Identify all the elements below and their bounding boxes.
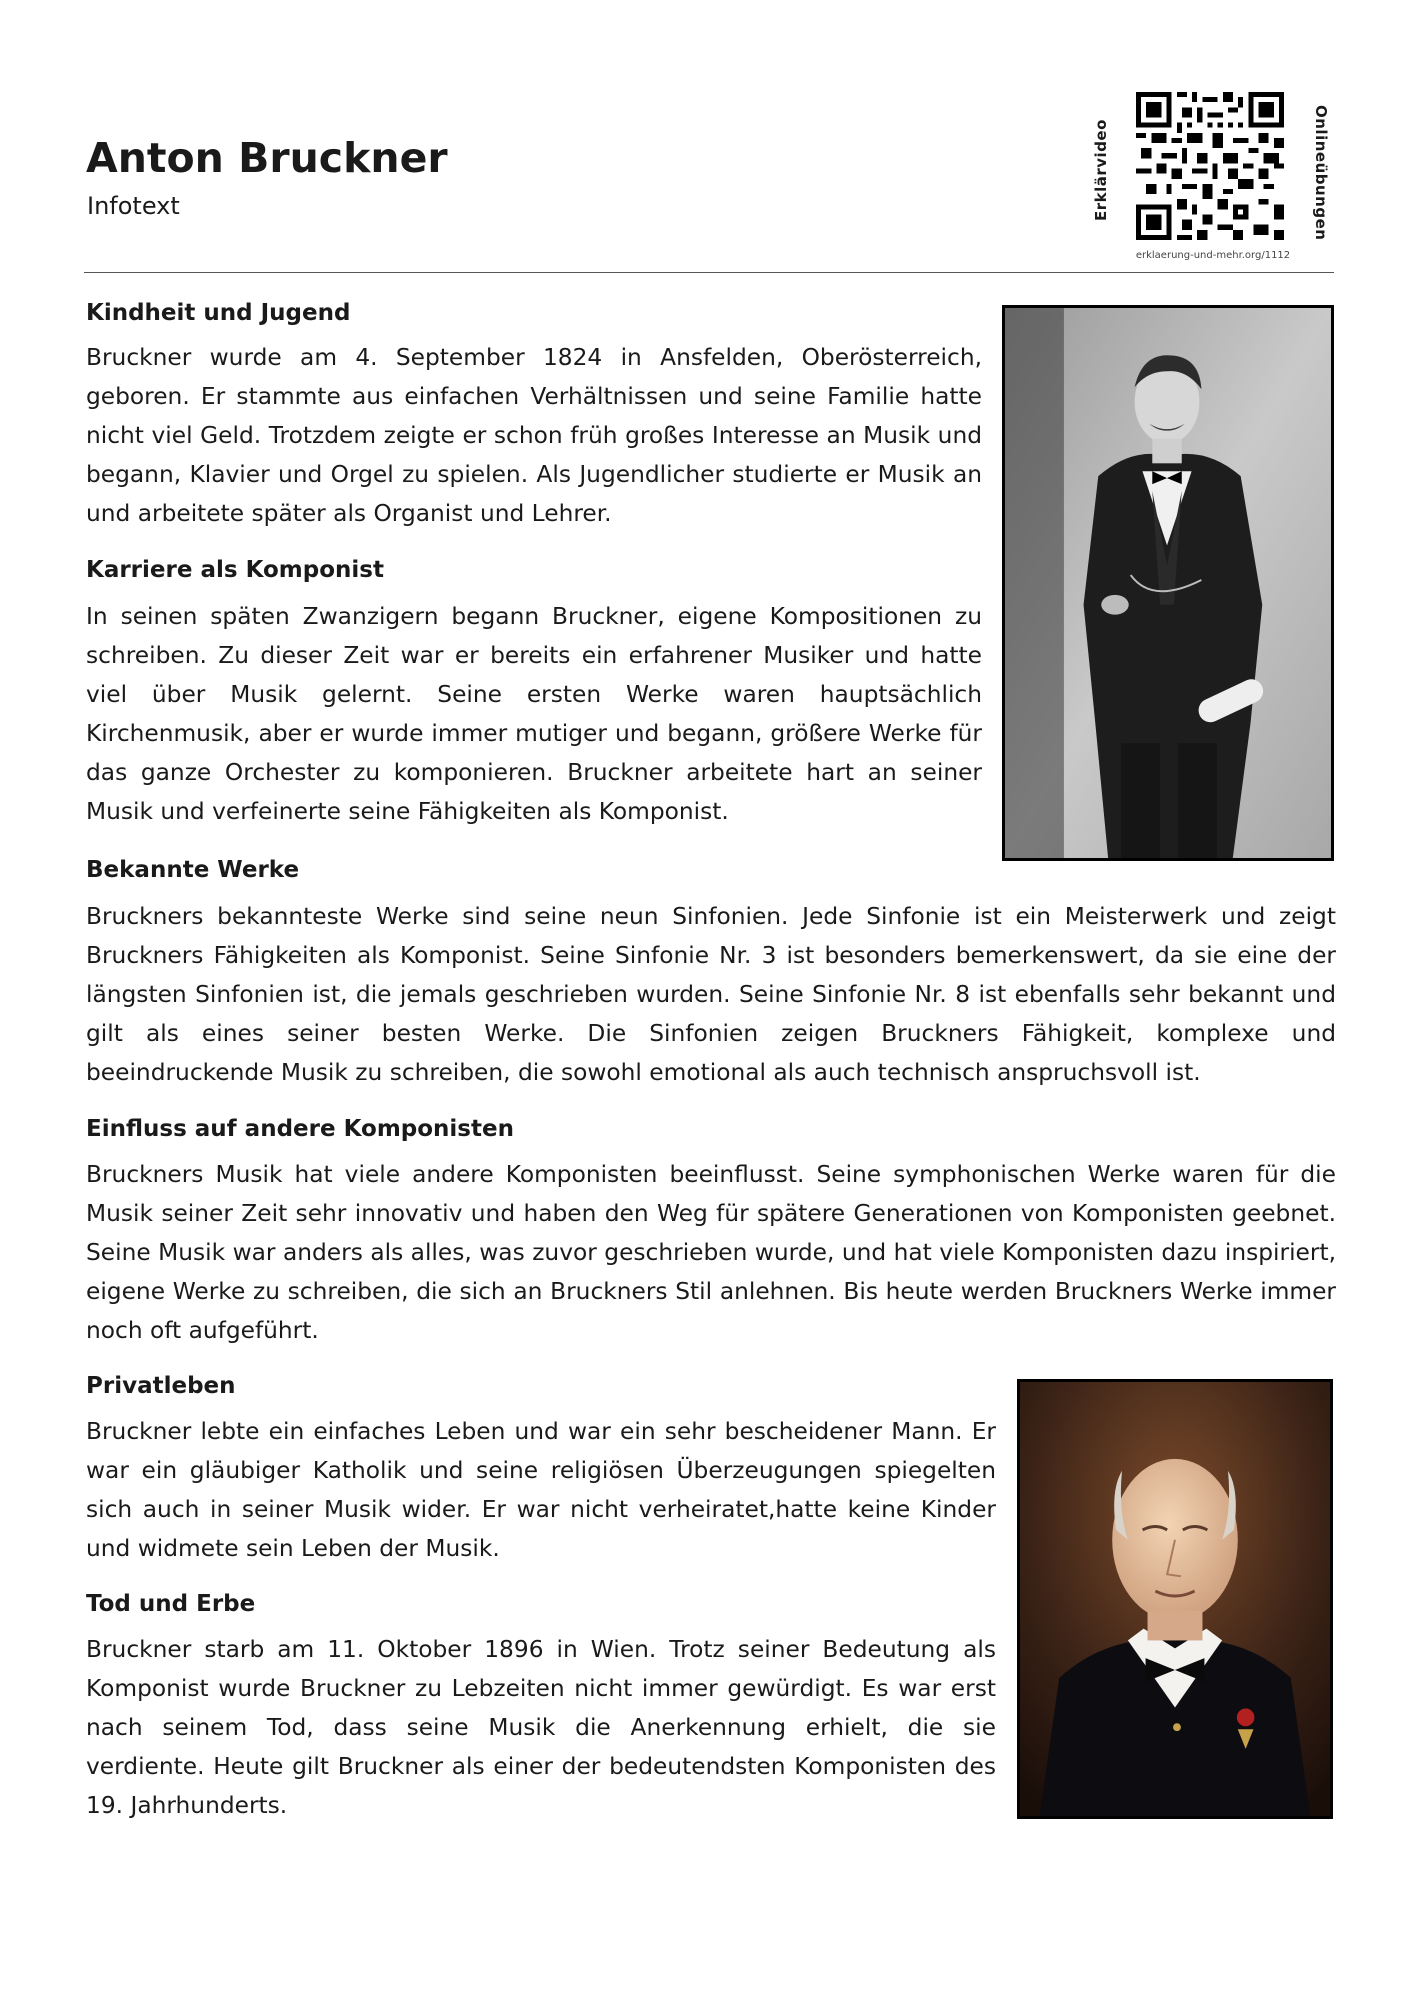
qr-code-block[interactable] [1088, 90, 1328, 270]
qr-label-exercises: Onlineübungen [1312, 105, 1330, 241]
qr-code-icon[interactable] [1136, 92, 1284, 240]
section-text-kindheit: Bruckner wurde am 4. September 1824 in Ansfelden, Oberösterreich, geboren. Er stammte aus einfachen Verhältnissen und seine Familie hatte nicht viel Geld. Trotzdem zeigte er schon früh großes Interesse an Musik und begann, Klavier und Orgel zu spielen. Als Jugendlicher studierte er Musik an und arbeitete später als Organist und Lehrer. [86, 344, 982, 527]
section-heading-werke: Bekannte Werke [86, 857, 300, 883]
section-text-karriere: In seinen späten Zwanzigern begann Bruckner, eigene Kompositionen zu schreiben. Zu dieser Zeit war er bereits ein erfahrener Musiker und hatte viel über Musik gelernt. Seine ersten Werke waren hauptsächlich Kirchenmusik, aber er wurde immer mutiger und begann, größere Werke für das ganze Orchester zu komponieren. Bruckner arbeitete hart an seiner Musik und verfeinerte seine Fähigkeiten als Komponist. [86, 603, 982, 825]
header-divider [84, 272, 1334, 273]
page-title: Anton Bruckner [86, 134, 448, 182]
photo-young-bruckner [1002, 305, 1334, 861]
qr-label-video: Erklärvideo [1092, 119, 1110, 221]
photo-old-bruckner [1017, 1379, 1333, 1819]
section-heading-privatleben: Privatleben [86, 1373, 236, 1399]
section-heading-kindheit: Kindheit und Jugend [86, 300, 351, 326]
section-text-einfluss: Bruckners Musik hat viele andere Komponisten beeinflusst. Seine symphonischen Werke waren für die Musik seiner Zeit sehr innovativ und haben den Weg für spätere Generationen von Komponisten geebnet. Seine Musik war anders als alles, was zuvor geschrieben wurde, und hat viele Komponisten dazu inspiriert, eigene Werke zu schreiben, die sich an Bruckners Stil anlehnen. Bis heute werden Bruckners Werke immer noch oft aufgeführt. [86, 1161, 1336, 1344]
page-subtitle: Infotext [87, 192, 180, 220]
section-heading-tod: Tod und Erbe [86, 1591, 256, 1617]
qr-url-text[interactable]: erklaerung-und-mehr.org/1112 [1135, 250, 1291, 261]
section-heading-karriere: Karriere als Komponist [86, 557, 384, 583]
section-text-tod: Bruckner starb am 11. Oktober 1896 in Wien. Trotz seiner Bedeutung als Komponist wurde Bruckner zu Lebzeiten nicht immer gewürdigt. Es war erst nach seinem Tod, dass seine Musik die Anerkennung erhielt, die sie verdiente. Heute gilt Bruckner als einer der bedeutendsten Komponisten des 19. Jahrhunderts. [86, 1636, 996, 1819]
section-text-privatleben: Bruckner lebte ein einfaches Leben und war ein sehr bescheidener Mann. Er war ein gläubiger Katholik und seine religiösen Überzeugungen spiegelten sich auch in seiner Musik wider. Er war nicht verheiratet,hatte keine Kinder und widmete sein Leben der Musik. [86, 1418, 996, 1562]
section-heading-einfluss: Einfluss auf andere Komponisten [86, 1116, 514, 1142]
section-text-werke: Bruckners bekannteste Werke sind seine neun Sinfonien. Jede Sinfonie ist ein Meisterwerk und zeigt Bruckners Fähigkeiten als Komponist. Seine Sinfonie Nr. 3 ist besonders bemerkenswert, da sie eine der längsten Sinfonien ist, die jemals geschrieben wurden. Seine Sinfonie Nr. 8 ist ebenfalls sehr bekannt und gilt als eines seiner besten Werke. Die Sinfonien zeigen Bruckners Fähigkeit, komplexe und beeindruckende Musik zu schreiben, die sowohl emotional als auch technisch anspruchsvoll ist. [86, 903, 1336, 1086]
